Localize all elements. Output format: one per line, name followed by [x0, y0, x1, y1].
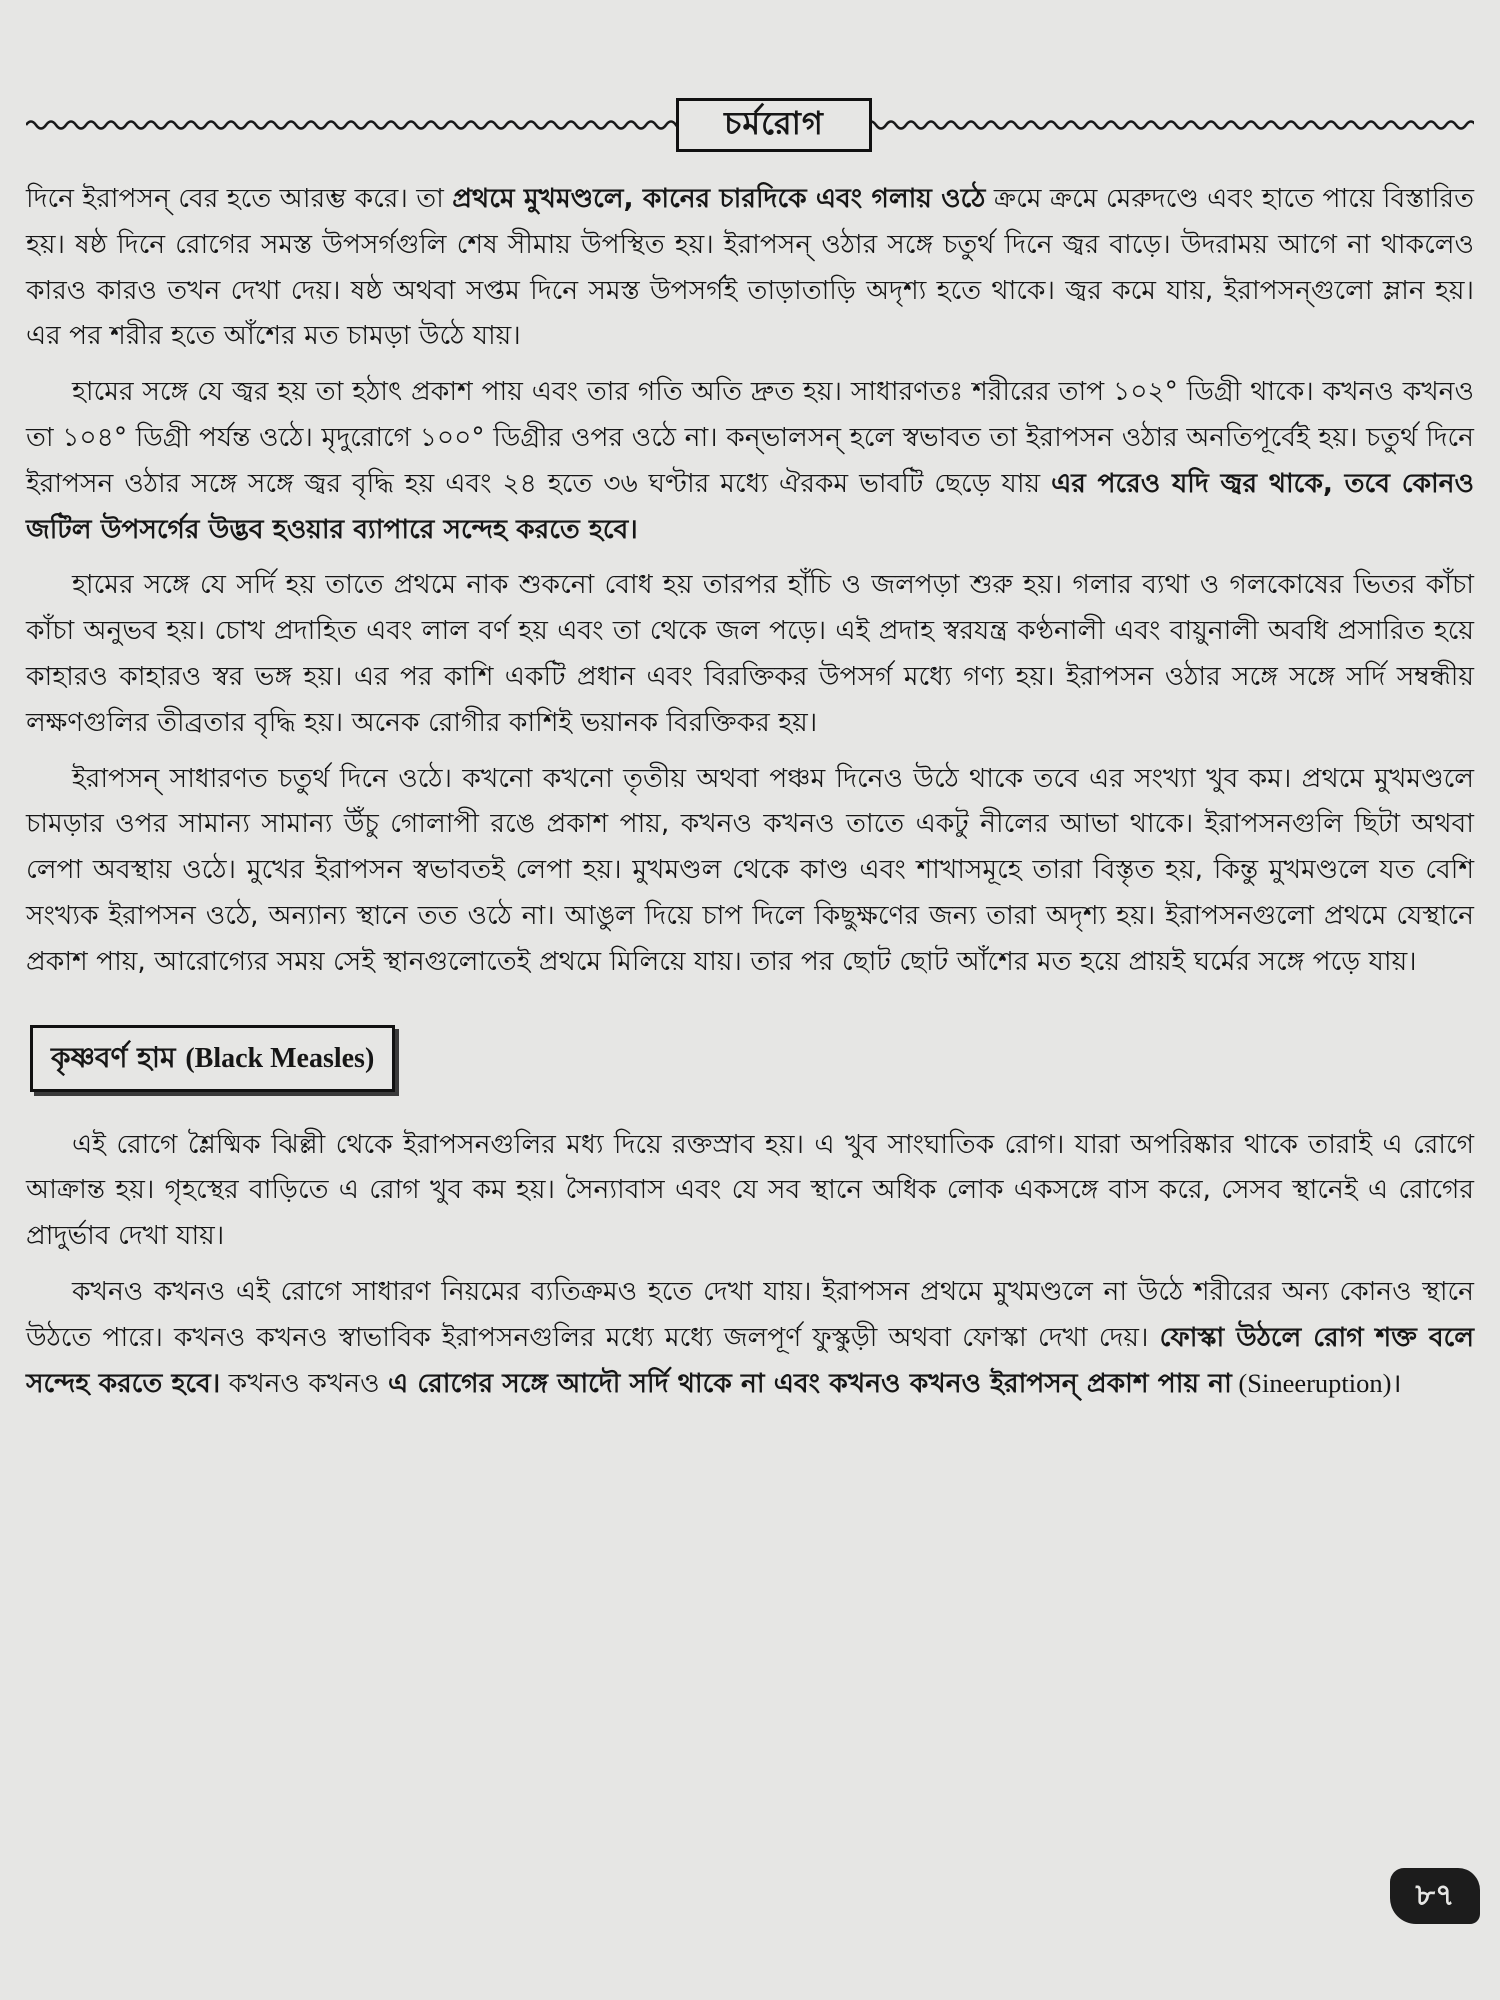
paragraph [26, 176, 1474, 359]
main-text-block [26, 176, 1474, 985]
text-segment: হামের সঙ্গে যে জ্বর হয় তা হঠাৎ প্রকাশ পায় এবং তার গতি অতি দ্রুত হয়। সাধারণতঃ শরীরের তাপ ১০২° ডিগ্রী থাকে। কখনও কখনও তা ১০৪° ডিগ্রী পর্যন্ত ওঠে। মৃদুরোগে ১০০° ডিগ্রীর ওপর ওঠে না। কন্ভালসন্ হলে স্বভাবত তা ইরাপসন ওঠার অনতিপূর্বেই হয়। চতুর্থ দিনে ইরাপসন ওঠার সঙ্গে সঙ্গে জ্বর বৃদ্ধি হয় এবং ২৪ হতে ৩৬ ঘণ্টার মধ্যে ঐরকম ভাবটি ছেড়ে যায় [26, 376, 1474, 499]
text-segment: এই রোগে শ্লৈষ্মিক ঝিল্লী থেকে ইরাপসনগুলির মধ্য দিয়ে রক্তস্রাব হয়। এ খুব সাংঘাতিক রোগ। যারা অপরিষ্কার থাকে তারাই এ রোগে আক্রান্ত হয়। গৃহস্থের বাড়িতে এ রোগ খুব কম হয়। সৈন্যাবাস এবং যে সব স্থানে অধিক লোক একসঙ্গে বাস করে, সেসব স্থানেই এ রোগের প্রাদুর্ভাব দেখা যায়। [26, 1128, 1474, 1252]
section-heading [30, 1025, 395, 1092]
bold-text-segment: এর পরেও যদি জ্বর থাকে, তবে কোনও জটিল উপসর্গের উদ্ভব হওয়ার ব্যাপারে সন্দেহ করতে হবে। [26, 467, 1474, 545]
paragraph [26, 756, 1474, 985]
section-title-bengali: কৃষ্ণবর্ণ হাম [51, 1040, 176, 1074]
section-title-english: (Black Measles) [185, 1042, 375, 1074]
text-segment: দিনে ইরাপসন্ বের হতে আরম্ভ করে। তা [26, 183, 453, 214]
bold-text-segment: প্রথমে মুখমণ্ডলে, কানের চারদিকে এবং গলায় ওঠে [452, 183, 986, 214]
paragraph [26, 562, 1474, 745]
paragraph [26, 1269, 1474, 1406]
bold-text-segment: এ রোগের সঙ্গে আদৌ সর্দি থাকে না এবং কখনও কখনও ইরাপসন্ প্রকাশ পায় না [388, 1367, 1232, 1399]
text-segment: (Sineeruption)। [1231, 1367, 1402, 1398]
page-number: ৮৭ [1390, 1868, 1480, 1924]
text-segment: ক্রমে ক্রমে মেরুদণ্ডে এবং হাতে পায়ে বিস্তারিত হয়। ষষ্ঠ দিনে রোগের সমস্ত উপসর্গগুলি শেষ সীমায় উপস্থিত হয়। ইরাপসন্ ওঠার সঙ্গে চতুর্থ দিনে জ্বর বাড়ে। উদরাময় আগে না থাকলেও কারও কারও তখন দেখা দেয়। ষষ্ঠ অথবা সপ্তম দিনে সমস্ত উপসর্গই তাড়াতাড়ি অদৃশ্য হতে থাকে। জ্বর কমে যায়, ইরাপসন্গুলো ম্লান হয়। এর পর শরীর হতে আঁশের মত চামড়া উঠে যায়। [26, 183, 1475, 352]
text-segment: কখনও কখনও [220, 1367, 389, 1399]
bold-text-segment: ফোস্কা উঠলে রোগ শক্ত বলে সন্দেহ করতে হবে। [26, 1321, 1474, 1399]
text-segment: হামের সঙ্গে যে সর্দি হয় তাতে প্রথমে নাক শুকনো বোধ হয় তারপর হাঁচি ও জলপড়া শুরু হয়। গলার ব্যথা ও গলকোষের ভিতর কাঁচা কাঁচা অনুভব হয়। চোখ প্রদাহিত এবং লাল বর্ণ হয় এবং তা থেকে জল পড়ে। এই প্রদাহ স্বরযন্ত্র কণ্ঠনালী এবং বায়ুনালী অবধি প্রসারিত হয়ে কাহারও কাহারও স্বর ভঙ্গ হয়। এর পর কাশি একটি প্রধান এবং বিরক্তিকর উপসর্গ মধ্যে গণ্য হয়। ইরাপসন ওঠার সঙ্গে সঙ্গে সর্দি সম্বন্ধীয় লক্ষণগুলির তীব্রতার বৃদ্ধি হয়। অনেক রোগীর কাশিই ভয়ানক বিরক্তিকর হয়। [26, 569, 1474, 738]
chapter-header [26, 98, 1474, 160]
chapter-title: চর্মরোগ [676, 98, 872, 152]
paragraph [26, 369, 1474, 552]
text-segment: কখনও কখনও এই রোগে সাধারণ নিয়মের ব্যতিক্রমও হতে দেখা যায়। ইরাপসন প্রথমে মুখমণ্ডলে না উঠে শরীরের অন্য কোনও স্থানে উঠতে পারে। কখনও কখনও স্বাভাবিক ইরাপসনগুলির মধ্যে মধ্যে জলপূর্ণ ফুস্কুড়ী অথবা ফোস্কা দেখা দেয়। [26, 1275, 1474, 1353]
paragraph [26, 1122, 1474, 1259]
text-segment: ইরাপসন্ সাধারণত চতুর্থ দিনে ওঠে। কখনো কখনো তৃতীয় অথবা পঞ্চম দিনেও উঠে থাকে তবে এর সংখ্যা খুব কম। প্রথমে মুখমণ্ডলে চামড়ার ওপর সামান্য সামান্য উঁচু গোলাপী রঙে প্রকাশ পায়, কখনও কখনও তাতে একটু নীলের আভা থাকে। ইরাপসনগুলি ছিটা অথবা লেপা অবস্থায় ওঠে। মুখের ইরাপসন স্বভাবতই লেপা হয়। মুখমণ্ডল থেকে কাণ্ড এবং শাখাসমূহে তারা বিস্তৃত হয়, কিন্তু মুখমণ্ডলে যত বেশি সংখ্যক ইরাপসন ওঠে, অন্যান্য স্থানে তত ওঠে না। আঙুল দিয়ে চাপ দিলে কিছুক্ষণের জন্য তারা অদৃশ্য হয়। ইরাপসনগুলো প্রথমে যেস্থানে প্রকাশ পায়, আরোগ্যের সময় সেই স্থানগুলোতেই প্রথমে মিলিয়ে যায়। তার পর ছোট ছোট আঁশের মত হয়ে প্রায়ই ঘর্মের সঙ্গে পড়ে যায়। [26, 762, 1474, 977]
section-text-block [26, 1122, 1474, 1407]
